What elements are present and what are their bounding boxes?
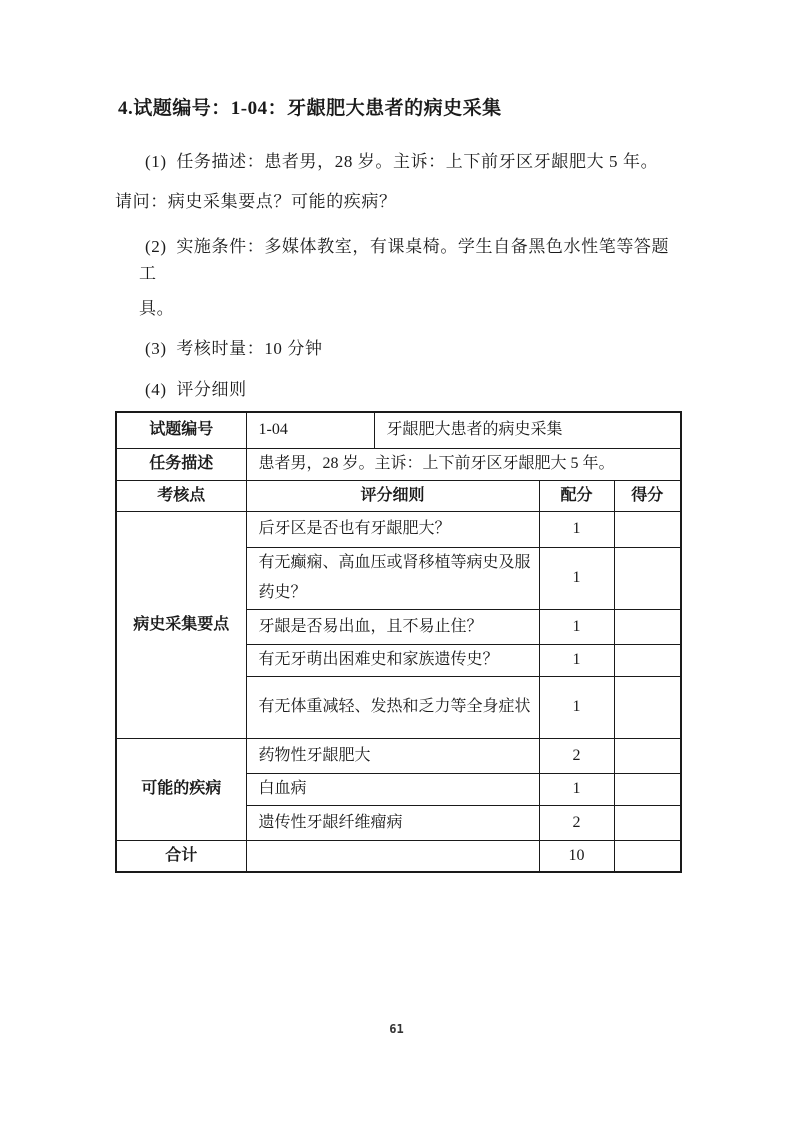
header-assessment-point: 考核点 [116,480,246,511]
paragraph-duration: (3) 考核时量：10 分钟 [145,339,323,358]
table-row-total [116,840,681,872]
paragraph-conditions: (2) 实施条件：多媒体教室，有课桌椅。学生自备黑色水性笔等答题 [145,237,670,256]
criteria-text: 有无癫痫、高血压或肾移植等病史及服药史？ [246,547,539,609]
exam-code-label: 试题编号 [116,412,246,448]
obtained-score-empty [614,805,681,840]
paragraph-conditions-wrap-2: 具。 [139,299,175,318]
table-row-task-description [116,448,681,480]
paragraph-rubric-heading: (4) 评分细则 [145,380,247,399]
group-label-possible-diseases: 可能的疾病 [116,738,246,840]
paragraph-conditions-wrap-1: 工 [139,264,157,283]
criteria-text: 牙龈是否易出血，且不易止住？ [246,609,539,644]
exam-code-value: 1-04 [246,412,374,448]
criteria-text: 白血病 [246,773,539,805]
scoring-rubric-table [115,411,682,873]
exam-name-value: 牙龈肥大患者的病史采集 [374,412,681,448]
assigned-score: 1 [539,676,614,738]
assigned-score: 1 [539,609,614,644]
assigned-score: 1 [539,644,614,676]
criteria-text: 遗传性牙龈纤维瘤病 [246,805,539,840]
table-row-criteria [116,738,681,773]
total-assigned-score: 10 [539,840,614,872]
criteria-text: 有无牙萌出困难史和家族遗传史？ [246,644,539,676]
table-header-row [116,480,681,511]
total-obtained-score-empty [614,840,681,872]
table-row-exam-code [116,412,681,448]
assigned-score: 1 [539,547,614,609]
paragraph-task-description: (1) 任务描述：患者男，28 岁。主诉：上下前牙区牙龈肥大 5 年。 [145,152,659,171]
header-assigned-score: 配分 [539,480,614,511]
group-label-history-points: 病史采集要点 [116,511,246,738]
obtained-score-empty [614,609,681,644]
obtained-score-empty [614,676,681,738]
paragraph-question: 请问：病史采集要点？可能的疾病？ [115,192,397,211]
table-row-criteria [116,511,681,547]
task-description-label: 任务描述 [116,448,246,480]
assigned-score: 2 [539,805,614,840]
document-content [0,96,793,873]
obtained-score-empty [614,644,681,676]
obtained-score-empty [614,773,681,805]
task-description-value: 患者男，28 岁。主诉：上下前牙区牙龈肥大 5 年。 [246,448,681,480]
obtained-score-empty [614,547,681,609]
page-number: 61 [389,1022,404,1036]
header-scoring-criteria: 评分细则 [246,480,539,511]
criteria-text: 药物性牙龈肥大 [246,738,539,773]
criteria-text: 后牙区是否也有牙龈肥大？ [246,511,539,547]
total-criteria-empty [246,840,539,872]
obtained-score-empty [614,738,681,773]
obtained-score-empty [614,511,681,547]
header-obtained-score: 得分 [614,480,681,511]
assigned-score: 1 [539,511,614,547]
assigned-score: 1 [539,773,614,805]
page-title: 4.试题编号：1-04：牙龈肥大患者的病史采集 [118,98,502,119]
criteria-text: 有无体重减轻、发热和乏力等全身症状 [246,676,539,738]
total-label: 合计 [116,840,246,872]
assigned-score: 2 [539,738,614,773]
